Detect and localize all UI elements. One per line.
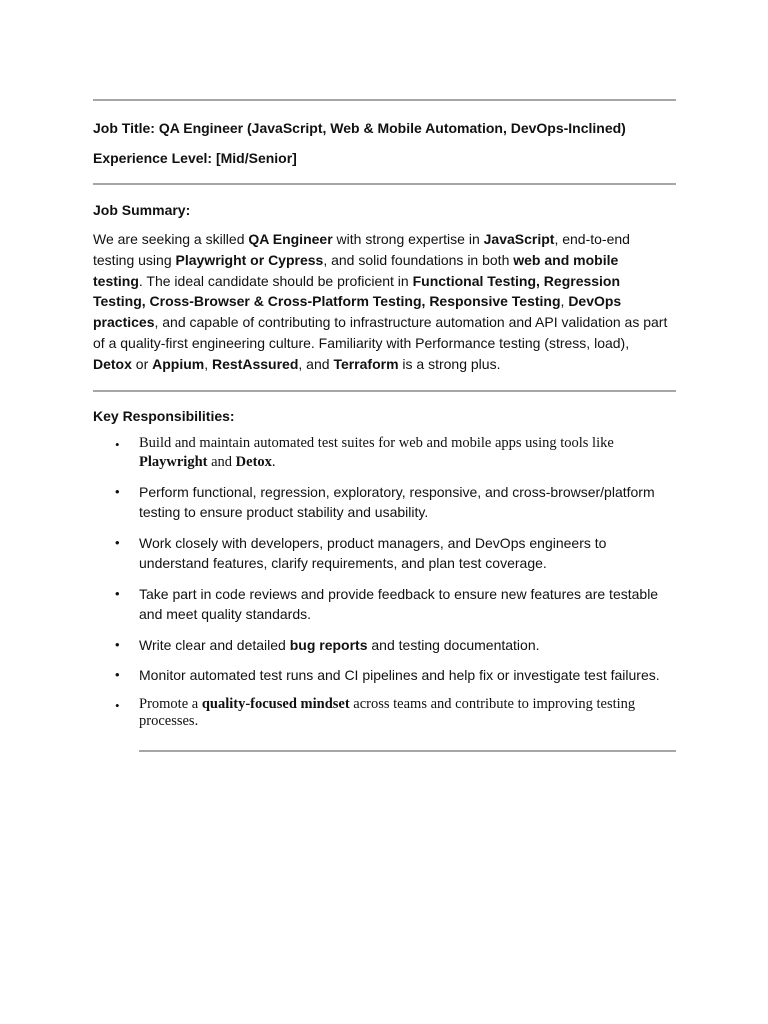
text-segment: . The ideal candidate should be proficient in xyxy=(138,272,413,289)
bullet-icon: • xyxy=(115,585,120,601)
emphasized-text: QA Engineer xyxy=(248,231,333,247)
text-segment: with strong expertise in xyxy=(332,231,484,247)
bullet-icon: • xyxy=(115,636,120,652)
text-segment: Build and maintain automated test suites for web and mobile apps using tools like xyxy=(139,434,614,451)
emphasized-text: Detox xyxy=(235,453,272,470)
emphasized-text: Playwright xyxy=(139,453,208,470)
text-segment: Promote a xyxy=(139,695,202,712)
responsibility-item xyxy=(93,584,677,625)
text-segment: Monitor automated test runs and CI pipelines and help fix or investigate test failures. xyxy=(139,667,660,684)
responsibility-item xyxy=(93,635,677,656)
emphasized-text: DevOps practices xyxy=(93,293,622,331)
responsibilities-list xyxy=(93,434,676,731)
job-description-page xyxy=(93,99,676,752)
emphasized-text: quality-focused mindset xyxy=(201,695,350,712)
responsibility-item xyxy=(93,665,677,686)
text-segment: . xyxy=(271,453,276,470)
responsibility-item xyxy=(93,434,677,472)
text-segment: , xyxy=(204,355,213,372)
summary-divider xyxy=(93,390,676,392)
emphasized-text: Playwright or Cypress xyxy=(175,251,324,268)
text-segment: or xyxy=(131,355,153,372)
header-divider xyxy=(93,183,676,185)
text-segment: Write clear and detailed xyxy=(139,636,290,653)
text-segment: , and xyxy=(298,355,334,372)
experience-level: Experience Level: [Mid/Senior] xyxy=(93,150,297,166)
responsibility-item xyxy=(93,533,677,574)
emphasized-text: Terraform xyxy=(333,355,399,372)
key-responsibilities-heading: Key Responsibilities: xyxy=(93,407,235,424)
text-segment: and xyxy=(207,453,236,470)
emphasized-text: Appium xyxy=(152,355,205,372)
bullet-icon: • xyxy=(115,483,120,499)
job-title: Job Title: QA Engineer (JavaScript, Web & Mobile Automation, DevOps-Inclined) xyxy=(93,120,626,136)
text-segment: , and capable of contributing to infrastructure automation and API validation as part of a quality-first engineering culture. Familiarity with Performance testing (stress, load), xyxy=(93,314,668,351)
emphasized-text: Functional Testing, Regression Testing, Cross-Browser & Cross-Platform Testing, Responsive Testing xyxy=(93,272,621,310)
text-segment: across teams and contribute to improving testing processes. xyxy=(139,695,636,730)
text-segment: Work closely with developers, product managers, and DevOps engineers to understand features, clarify requirements, and plan test coverage. xyxy=(139,534,607,572)
bullet-icon: • xyxy=(115,534,120,550)
text-segment: Perform functional, regression, exploratory, responsive, and cross-browser/platform testing to ensure product stability and usability. xyxy=(139,483,655,521)
text-segment: , end-to-end testing using xyxy=(93,231,630,268)
emphasized-text: RestAssured xyxy=(212,355,299,372)
emphasized-text: bug reports xyxy=(289,636,368,653)
text-segment: , xyxy=(560,293,569,310)
text-segment: is a strong plus. xyxy=(398,355,501,372)
bottom-divider xyxy=(139,750,676,752)
text-segment: Take part in code reviews and provide feedback to ensure new features are testable and meet quality standards. xyxy=(139,585,659,623)
responsibility-item xyxy=(93,696,677,731)
text-segment: , and solid foundations in both xyxy=(323,251,514,268)
bullet-icon: • xyxy=(115,697,120,713)
emphasized-text: Detox xyxy=(93,355,132,372)
emphasized-text: web and mobile testing xyxy=(93,251,619,289)
bullet-icon: • xyxy=(115,667,120,683)
job-summary-paragraph xyxy=(93,229,669,375)
top-divider xyxy=(93,99,676,101)
text-segment: We are seeking a skilled xyxy=(93,231,249,247)
text-segment: and testing documentation. xyxy=(367,636,540,653)
responsibility-item xyxy=(93,482,677,523)
job-summary-heading: Job Summary: xyxy=(93,202,191,218)
emphasized-text: JavaScript xyxy=(483,231,555,247)
bullet-icon: • xyxy=(115,436,120,452)
